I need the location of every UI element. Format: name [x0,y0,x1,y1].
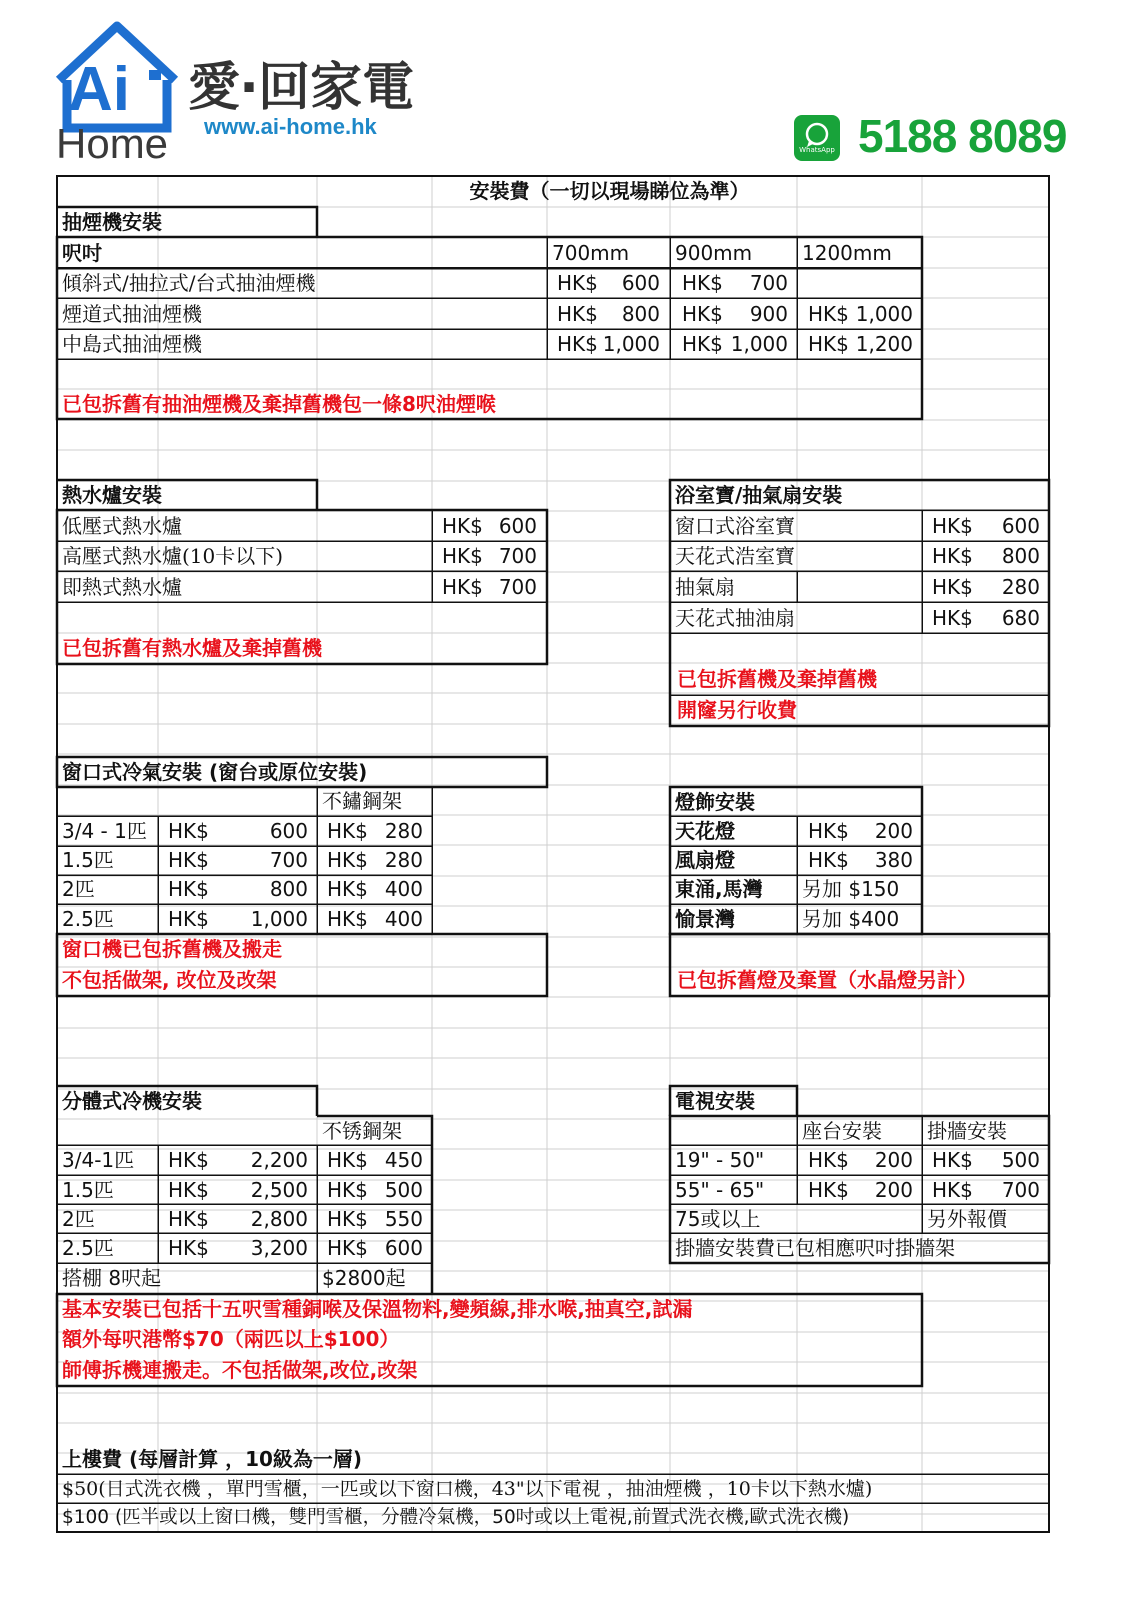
scaffold-price: $2800起 [322,1266,406,1290]
hood-heading: 抽煙機安裝 [62,210,162,234]
light-price: 380 [874,848,913,872]
currency: HK$ [808,302,849,326]
light-name: 愉景灣 [675,907,735,931]
currency: HK$ [168,1207,209,1231]
hood-price-1200: 1,000 [855,302,913,326]
currency: HK$ [327,1236,368,1260]
hood-price-700: 600 [621,271,660,295]
currency: HK$ [168,848,209,872]
split-ac-size: 2.5匹 [62,1236,114,1260]
currency: HK$ [442,544,483,568]
heater-price: 600 [498,514,537,538]
currency: HK$ [327,1148,368,1172]
hood-name: 傾斜式/抽拉式/台式抽油煙機 [62,271,316,295]
split-ac-note-3: 師傅拆機連搬走。不包括做架,改位,改架 [62,1358,418,1382]
bath-heading: 浴室寶/抽氣扇安裝 [675,483,843,507]
tv-large-value: 另外報價 [927,1207,1007,1231]
hood-size-label: 呎吋 [62,241,102,265]
stairs-heading: 上樓費 (每層計算 ，10級為一層) [62,1447,363,1471]
currency: HK$ [808,332,849,356]
heater-name: 高壓式熱水爐(10卡以下) [62,544,284,568]
window-ac-stand-label: 不鏽鋼架 [322,789,402,813]
currency: HK$ [932,575,973,599]
currency: HK$ [327,1178,368,1202]
tv-large-label: 75或以上 [675,1207,761,1231]
currency: HK$ [557,271,598,295]
window-ac-size: 2.5匹 [62,907,114,931]
hood-name: 煙道式抽油煙機 [62,302,202,326]
currency: HK$ [168,1236,209,1260]
currency: HK$ [682,271,723,295]
currency: HK$ [932,606,973,630]
light-name: 風扇燈 [675,848,735,872]
currency: HK$ [932,544,973,568]
heater-price: 700 [498,575,537,599]
split-ac-heading: 分體式冷機安裝 [62,1089,202,1113]
tv-heading: 電視安裝 [675,1089,755,1113]
currency: HK$ [327,907,368,931]
currency: HK$ [327,1207,368,1231]
bath-name: 天花式抽油扇 [675,606,795,630]
split-ac-size: 2匹 [62,1207,95,1231]
window-ac-price: 1,000 [250,907,308,931]
logo-home-text: Home [56,120,169,167]
window-ac-size: 1.5匹 [62,848,114,872]
window-ac-price: 700 [269,848,308,872]
bath-price: 800 [1001,544,1040,568]
light-value: HK$ [808,848,849,872]
bath-price: 600 [1001,514,1040,538]
bath-note-1: 已包拆舊機及棄掉舊機 [677,667,877,691]
split-ac-price: 3,200 [250,1236,308,1260]
bath-name: 窗口式浴室寶 [675,514,795,538]
currency: HK$ [168,877,209,901]
split-ac-price: 2,200 [250,1148,308,1172]
hood-price-900: 900 [749,302,788,326]
light-price: 200 [874,819,913,843]
split-ac-stand-label: 不锈鋼架 [322,1119,402,1143]
split-ac-stand: 600 [384,1236,423,1260]
currency: HK$ [808,1148,849,1172]
hood-price-700: 800 [621,302,660,326]
tv-stand-price: 200 [874,1148,913,1172]
hood-price-900: 1,000 [730,332,788,356]
tv-wall-price: 700 [1001,1178,1040,1202]
tv-size: 19" - 50" [675,1148,765,1172]
hood-price-700: 1,000 [602,332,660,356]
light-heading: 燈飾安裝 [675,790,755,814]
light-note: 已包拆舊燈及棄置（水晶燈另計） [677,968,977,992]
tv-col-wall: 掛牆安裝 [927,1119,1007,1143]
currency: HK$ [168,819,209,843]
hood-name: 中島式抽油煙機 [62,332,202,356]
stairs-line-2: $100 (匹半或以上窗口機，雙門雪櫃，分體冷氣機，50吋或以上電視,前置式洗衣機,歐式洗衣機) [62,1507,850,1528]
window-ac-note-2: 不包括做架, 改位及改架 [62,968,277,992]
currency: HK$ [442,514,483,538]
split-ac-size: 3/4-1匹 [62,1148,135,1172]
window-ac-stand: 400 [384,907,423,931]
window-ac-size: 2匹 [62,877,95,901]
split-ac-stand: 500 [384,1178,423,1202]
currency: HK$ [442,575,483,599]
window-ac-note-1: 窗口機已包拆舊機及搬走 [62,937,282,961]
tv-col-stand: 座台安裝 [802,1119,882,1143]
window-ac-price: 600 [269,819,308,843]
light-name: 東涌,馬灣 [675,877,763,901]
currency: HK$ [168,1178,209,1202]
split-ac-note-1: 基本安裝已包括十五呎雪種銅喉及保溫物料,變頻線,排水喉,抽真空,試漏 [62,1297,693,1321]
light-name: 天花燈 [675,819,735,843]
split-ac-note-2: 額外每呎港幣$70（兩匹以上$100） [62,1327,400,1351]
website-link[interactable]: www.ai-home.hk [204,114,377,139]
tv-size: 55" - 65" [675,1178,765,1202]
split-ac-price: 2,800 [250,1207,308,1231]
window-ac-price: 800 [269,877,308,901]
light-value: 另加 $150 [802,877,900,901]
bath-note-2: 開窿另行收費 [677,698,797,722]
currency: HK$ [932,1178,973,1202]
heater-heading: 熱水爐安裝 [62,483,162,507]
heater-price: 700 [498,544,537,568]
light-value: HK$ [808,819,849,843]
stairs-line-1: $50(日式洗衣機 ，單門雪櫃，一匹或以下窗口機，43"以下電視 ，抽油煙機 ，10卡以下熱水爐) [62,1478,873,1500]
window-ac-stand: 280 [384,848,423,872]
window-ac-stand: 400 [384,877,423,901]
currency: HK$ [327,848,368,872]
currency: HK$ [327,877,368,901]
currency: HK$ [168,1148,209,1172]
currency: HK$ [168,907,209,931]
currency: HK$ [808,1178,849,1202]
tv-note: 掛牆安裝費已包相應呎吋掛牆架 [675,1236,955,1260]
hood-col-1200: 1200mm [802,241,892,265]
window-ac-heading: 窗口式冷氣安裝 (窗台或原位安裝) [62,760,368,784]
hood-col-700: 700mm [552,241,630,265]
hood-price-1200: 1,200 [855,332,913,356]
bath-name: 抽氣扇 [675,575,735,599]
bath-price: 680 [1001,606,1040,630]
currency: HK$ [557,302,598,326]
phone-number[interactable]: 5188 8089 [858,110,1067,162]
heater-name: 低壓式熱水爐 [62,514,182,538]
window-ac-size: 3/4 - 1匹 [62,819,147,843]
currency: HK$ [682,302,723,326]
heater-name: 即熱式熱水爐 [62,575,182,599]
currency: HK$ [557,332,598,356]
currency: HK$ [932,1148,973,1172]
window-ac-stand: 280 [384,819,423,843]
currency: HK$ [682,332,723,356]
currency: HK$ [932,514,973,538]
split-ac-size: 1.5匹 [62,1178,114,1202]
bath-name: 天花式浩室寶 [675,544,795,568]
bath-price: 280 [1001,575,1040,599]
hood-note: 已包拆舊有抽油煙機及棄掉舊機包一條8呎油煙喉 [62,392,496,416]
scaffold-label: 搭棚 8呎起 [62,1266,162,1290]
currency: HK$ [327,819,368,843]
logo-ai-text: Ai [68,55,130,124]
hood-price-900: 700 [749,271,788,295]
split-ac-stand: 450 [384,1148,423,1172]
whatsapp-label: WhatsApp [799,146,835,154]
tv-stand-price: 200 [874,1178,913,1202]
page-title: 安裝費（一切以現場睇位為準） [469,179,750,203]
split-ac-stand: 550 [384,1207,423,1231]
tv-wall-price: 500 [1001,1148,1040,1172]
hood-col-900: 900mm [675,241,753,265]
heater-note: 已包拆舊有熱水爐及棄掉舊機 [62,636,322,660]
split-ac-price: 2,500 [250,1178,308,1202]
light-value: 另加 $400 [802,907,900,931]
brand-name: 愛‧回家電 [188,58,415,118]
